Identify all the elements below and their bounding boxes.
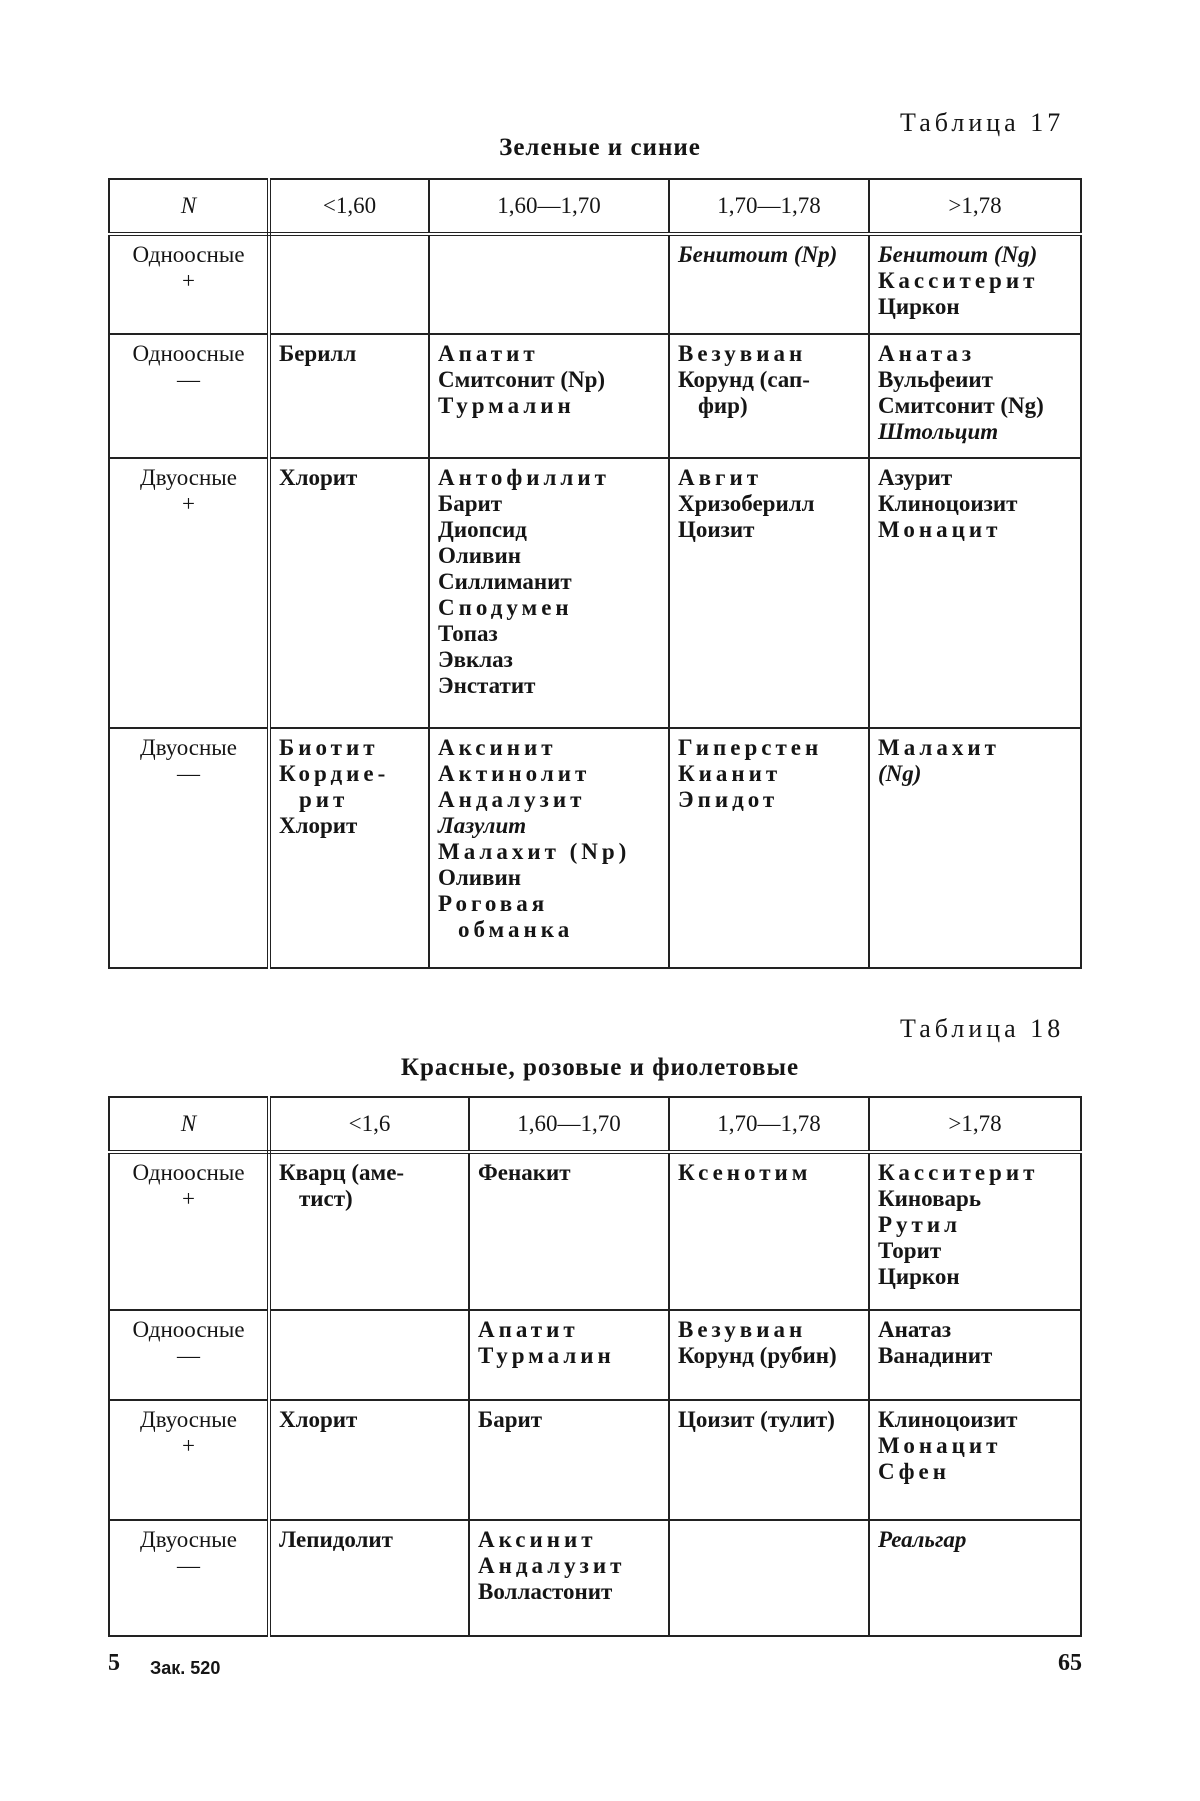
mineral-name: Вульфеиит — [878, 367, 993, 392]
row-group-label: Двуосные — [140, 735, 237, 760]
signature-number: 5 — [108, 1650, 120, 1676]
mineral-name: Малахит — [878, 735, 1000, 760]
mineral-name: Реальгар — [878, 1527, 967, 1552]
row-sign: — — [177, 1343, 200, 1368]
mineral-name: Аксинит — [438, 735, 557, 760]
mineral-name: Андалузит — [478, 1553, 626, 1578]
row-header — [109, 1520, 269, 1636]
row-group-label: Одноосные — [132, 242, 245, 267]
table-cell — [669, 1400, 869, 1520]
table-18-label: Таблица 18 — [900, 1014, 1065, 1043]
mineral-name: Берилл — [279, 341, 357, 366]
column-header: >1,78 — [869, 1097, 1081, 1152]
mineral-name: Везувиан — [678, 341, 807, 366]
mineral-name: Корунд (рубин) — [678, 1343, 837, 1368]
mineral-name: Апатит — [438, 341, 539, 366]
table-row — [109, 1400, 1081, 1520]
table-cell — [869, 234, 1081, 334]
mineral-name: Анатаз — [878, 1317, 952, 1342]
mineral-name: Авгит — [678, 465, 763, 490]
mineral-name: Турмалин — [438, 393, 575, 418]
mineral-name: Актинолит — [438, 761, 591, 786]
table-cell — [669, 728, 869, 968]
mineral-name: Сфен — [878, 1459, 950, 1484]
row-group-label: Одноосные — [132, 341, 245, 366]
row-header — [109, 1310, 269, 1400]
row-group-label: Одноосные — [132, 1317, 245, 1342]
mineral-name: Рутил — [878, 1212, 962, 1237]
row-group-label: Одноосные — [132, 1160, 245, 1185]
table-cell — [269, 1152, 469, 1310]
mineral-name: Оливин — [438, 865, 521, 890]
column-header: >1,78 — [869, 179, 1081, 234]
mineral-name: Фенакит — [478, 1160, 571, 1185]
mineral-name: Циркон — [878, 294, 960, 319]
column-header: 1,70—1,78 — [669, 1097, 869, 1152]
mineral-name: Сподумен — [438, 595, 573, 620]
mineral-name: Циркон — [878, 1264, 960, 1289]
table-cell — [269, 728, 429, 968]
table-cell — [469, 1400, 669, 1520]
mineral-name: Ванадинит — [878, 1343, 993, 1368]
row-header — [109, 234, 269, 334]
mineral-name: рит — [299, 787, 349, 812]
column-header-n: N — [109, 1097, 269, 1152]
mineral-name: Хлорит — [279, 1407, 358, 1432]
mineral-name: Хлорит — [279, 465, 358, 490]
table-cell — [869, 334, 1081, 458]
table-cell — [669, 1152, 869, 1310]
table-cell — [429, 728, 669, 968]
order-number: Зак. 520 — [150, 1658, 221, 1678]
mineral-name: Турмалин — [478, 1343, 615, 1368]
mineral-name: Хризоберилл — [678, 491, 815, 516]
mineral-name: Киноварь — [878, 1186, 981, 1211]
mineral-name: Смитсонит (Np) — [438, 367, 606, 392]
table-cell — [669, 334, 869, 458]
mineral-name: Цоизит (тулит) — [678, 1407, 835, 1432]
mineral-name: Кианит — [678, 761, 782, 786]
table-17-header-row — [109, 179, 1081, 234]
column-header: <1,60 — [269, 179, 429, 234]
mineral-name: Анатаз — [878, 341, 976, 366]
mineral-name: Клиноцоизит — [878, 1407, 1018, 1432]
mineral-name: Барит — [478, 1407, 543, 1432]
mineral-name: Ксенотим — [678, 1160, 812, 1185]
mineral-name: Оливин — [438, 543, 521, 568]
table-row — [109, 334, 1081, 458]
mineral-name: Роговая — [438, 891, 549, 916]
row-sign: + — [182, 1433, 195, 1458]
mineral-name: Хлорит — [279, 813, 358, 838]
mineral-name: Эпидот — [678, 787, 779, 812]
page-number: 65 — [1058, 1650, 1082, 1676]
table-cell — [869, 1400, 1081, 1520]
mineral-name: Аксинит — [478, 1527, 597, 1552]
table-cell — [469, 1152, 669, 1310]
mineral-name: Андалузит — [438, 787, 586, 812]
mineral-name: Лазулит — [438, 813, 527, 838]
mineral-name: Гиперстен — [678, 735, 823, 760]
table-cell — [269, 1520, 469, 1636]
mineral-name: Кордие- — [279, 761, 390, 786]
table-cell — [669, 234, 869, 334]
table-cell — [669, 1310, 869, 1400]
table-row — [109, 1310, 1081, 1400]
mineral-name: тист) — [299, 1186, 353, 1211]
mineral-name: Лепидолит — [279, 1527, 393, 1552]
table-cell — [429, 458, 669, 728]
row-header — [109, 334, 269, 458]
mineral-name: Эвклаз — [438, 647, 513, 672]
table-cell — [869, 458, 1081, 728]
table-cell — [429, 334, 669, 458]
mineral-name: Монацит — [878, 517, 1002, 542]
table-cell — [469, 1310, 669, 1400]
table-cell — [869, 1152, 1081, 1310]
mineral-name: Диопсид — [438, 517, 527, 542]
row-sign: — — [177, 761, 200, 786]
table-cell — [429, 234, 669, 334]
mineral-name: (Ng) — [878, 761, 922, 786]
mineral-name: Антофиллит — [438, 465, 610, 490]
mineral-name: Бенитоит (Np) — [678, 242, 838, 267]
mineral-name: Корунд (сап- — [678, 367, 810, 392]
mineral-name: Кварц (аме- — [279, 1160, 405, 1185]
mineral-name: Монацит — [878, 1433, 1002, 1458]
table-row — [109, 458, 1081, 728]
mineral-name: Апатит — [478, 1317, 579, 1342]
table-row — [109, 1520, 1081, 1636]
row-group-label: Двуосные — [140, 1527, 237, 1552]
mineral-name: Барит — [438, 491, 503, 516]
mineral-name: Волластонит — [478, 1579, 613, 1604]
mineral-name: фир) — [698, 393, 748, 418]
mineral-name: Биотит — [279, 735, 379, 760]
mineral-name: Энстатит — [438, 673, 536, 698]
table-cell — [669, 1520, 869, 1636]
mineral-name: Касситерит — [878, 268, 1039, 293]
row-group-label: Двуосные — [140, 1407, 237, 1432]
row-sign: — — [177, 1553, 200, 1578]
mineral-name: Торит — [878, 1238, 942, 1263]
table-cell — [869, 728, 1081, 968]
column-header: 1,60—1,70 — [469, 1097, 669, 1152]
mineral-name: Цоизит — [678, 517, 755, 542]
table-row — [109, 234, 1081, 334]
row-header — [109, 728, 269, 968]
row-header — [109, 458, 269, 728]
table-cell — [869, 1520, 1081, 1636]
row-sign: + — [182, 268, 195, 293]
table-18-header-row — [109, 1097, 1081, 1152]
table-cell — [269, 334, 429, 458]
mineral-name: Везувиан — [678, 1317, 807, 1342]
mineral-name: Клиноцоизит — [878, 491, 1018, 516]
table-row — [109, 728, 1081, 968]
mineral-name: Малахит (Np) — [438, 839, 631, 864]
table-cell — [269, 234, 429, 334]
mineral-name: Бенитоит (Ng) — [878, 242, 1038, 267]
mineral-name: Азурит — [878, 465, 953, 490]
column-header: <1,6 — [269, 1097, 469, 1152]
table-18 — [108, 1096, 1082, 1637]
table-cell — [269, 1310, 469, 1400]
mineral-name: Касситерит — [878, 1160, 1039, 1185]
mineral-name: Топаз — [438, 621, 498, 646]
table-17-label: Таблица 17 — [900, 108, 1065, 137]
table-18-title: Красные, розовые и фиолетовые — [400, 1054, 800, 1081]
table-cell — [869, 1310, 1081, 1400]
table-17-title: Зеленые и синие — [499, 134, 701, 161]
mineral-name: обманка — [458, 917, 574, 942]
table-cell — [469, 1520, 669, 1636]
row-group-label: Двуосные — [140, 465, 237, 490]
row-sign: — — [177, 367, 200, 392]
column-header: 1,60—1,70 — [429, 179, 669, 234]
row-header — [109, 1400, 269, 1520]
mineral-name: Штольцит — [878, 419, 999, 444]
row-sign: + — [182, 491, 195, 516]
row-sign: + — [182, 1186, 195, 1211]
table-17 — [108, 178, 1082, 969]
table-row — [109, 1152, 1081, 1310]
table-cell — [269, 1400, 469, 1520]
mineral-name: Смитсонит (Ng) — [878, 393, 1044, 418]
table-cell — [669, 458, 869, 728]
column-header: 1,70—1,78 — [669, 179, 869, 234]
mineral-name: Силлиманит — [438, 569, 572, 594]
column-header-n: N — [109, 179, 269, 234]
row-header — [109, 1152, 269, 1310]
table-cell — [269, 458, 429, 728]
